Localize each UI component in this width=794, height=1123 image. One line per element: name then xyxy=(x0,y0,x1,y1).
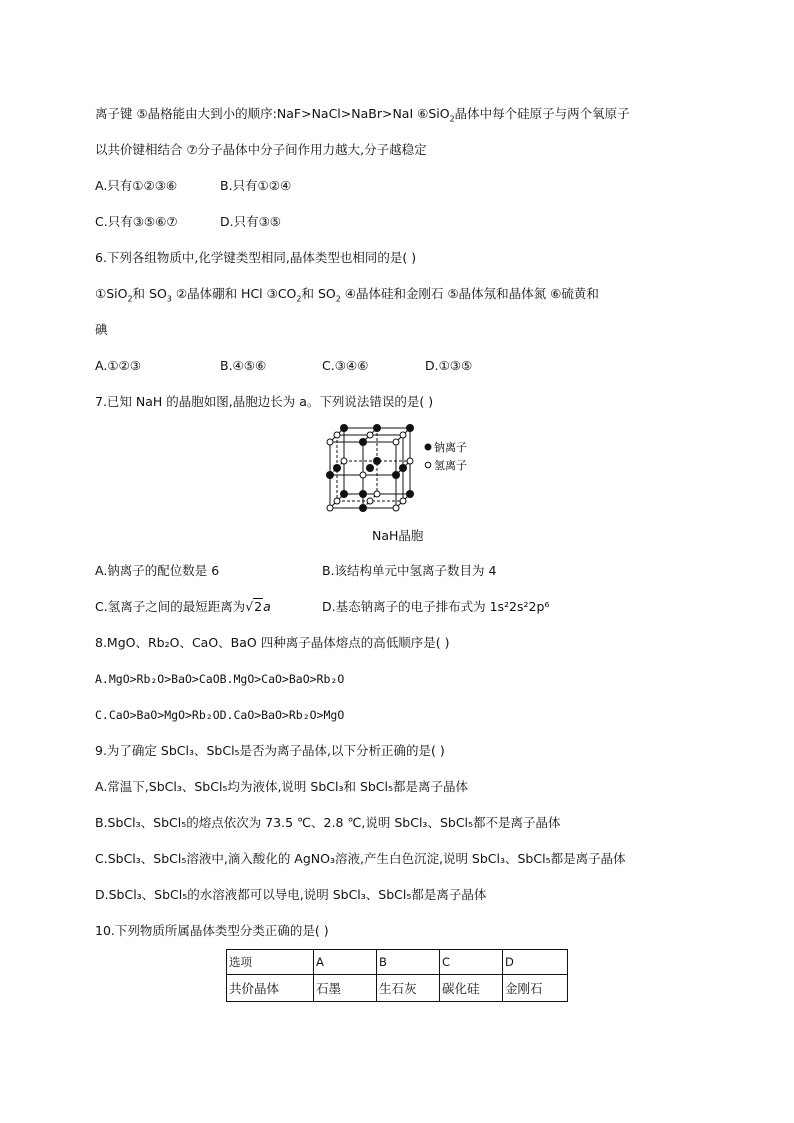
q5-text-part: 离子键 ⑤晶格能由大到小的顺序:NaF>NaCl>NaBr>NaI ⑥SiO xyxy=(95,106,450,121)
q7-stem: 7.已知 NaH 的晶胞如图,晶胞边长为 a。下列说法错误的是( ) xyxy=(95,394,434,409)
q7-option-b[interactable]: B.该结构单元中氢离子数目为 4 xyxy=(322,563,497,578)
legend-hydride-marker xyxy=(425,462,431,468)
q5-text-part: 晶体中每个硅原子与两个氧原子 xyxy=(454,106,630,121)
legend-sodium-marker xyxy=(425,444,432,451)
q7-option-c[interactable] xyxy=(95,598,271,616)
q6-items-continued: 碘 xyxy=(95,322,108,337)
q9-option-d[interactable]: D.SbCl₃、SbCl₅的水溶液都可以导电,说明 SbCl₃、SbCl₅都是离子晶体 xyxy=(95,887,487,902)
q7-option-d[interactable]: D.基态钠离子的电子排布式为 1s²2s²2p⁶ xyxy=(322,599,550,614)
table-cell: 共价晶体 xyxy=(227,975,314,1002)
table-cell: A xyxy=(314,950,377,975)
q8-stem: 8.MgO、Rb₂O、CaO、BaO 四种离子晶体熔点的高低顺序是( ) xyxy=(95,635,450,650)
q10-stem: 10.下列物质所属晶体类型分类正确的是( ) xyxy=(95,923,329,938)
legend-hydride-label: 氢离子 xyxy=(434,459,467,472)
q9-stem: 9.为了确定 SbCl₃、SbCl₅是否为离子晶体,以下分析正确的是( ) xyxy=(95,743,445,758)
q6-item-text: 和 SO xyxy=(132,286,167,301)
legend-sodium-label: 钠离子 xyxy=(434,441,467,454)
q6-item-text: 和 SO xyxy=(301,286,336,301)
q5-option-c[interactable]: C.只有③⑤⑥⑦ xyxy=(95,214,178,229)
q7-option-a[interactable]: A.钠离子的配位数是 6 xyxy=(95,563,220,578)
q6-item-text: ②晶体硼和 HCl ③CO xyxy=(171,286,297,301)
q10-table xyxy=(226,949,568,1002)
q9-option-c[interactable]: C.SbCl₃、SbCl₅溶液中,滴入酸化的 AgNO₃溶液,产生白色沉淀,说明 SbCl₃、SbCl₅都是离子晶体 xyxy=(95,851,626,866)
q6-option-c[interactable]: C.③④⑥ xyxy=(322,358,369,373)
table-cell: 石墨 xyxy=(314,975,377,1002)
table-cell: 选项 xyxy=(227,950,314,975)
q5-statement-line-1: 离子键 ⑤晶格能由大到小的顺序:NaF>NaCl>NaBr>NaI ⑥SiO$_2$晶体中每个硅原子与两个氧原子 xyxy=(95,106,630,124)
q7-option-c-text: C.氢离子之间的最短距离为 xyxy=(95,599,246,614)
q6-item-text: ①SiO xyxy=(95,286,128,301)
q9-option-a[interactable]: A.常温下,SbCl₃、SbCl₅均为液体,说明 SbCl₃和 SbCl₅都是离子晶体 xyxy=(95,779,469,794)
figure-caption: NaH晶胞 xyxy=(372,528,424,543)
q8-options-ab[interactable]: A.MgO>Rb₂O>BaO>CaOB.MgO>CaO>BaO>Rb₂O xyxy=(95,672,345,686)
table-cell: C xyxy=(440,950,503,975)
table-cell: D xyxy=(503,950,568,975)
q8-options-cd[interactable]: C.CaO>BaO>MgO>Rb₂OD.CaO>BaO>Rb₂O>MgO xyxy=(95,708,345,722)
q6-items: ①SiO$_2$和 $SO_3$ ②晶体硼和 HCl $③CO_2$和 $SO_2$ ④晶体硅和金刚石 ⑤晶体氖和晶体氮 ⑥硫黄和 xyxy=(95,286,599,304)
table-cell: 金刚石 xyxy=(503,975,568,1002)
sqrt-radicand: 2 xyxy=(254,599,263,614)
q9-option-b[interactable]: B.SbCl₃、SbCl₅的熔点依次为 73.5 ℃、2.8 ℃,说明 SbCl₃、SbCl₅都不是离子晶体 xyxy=(95,815,561,830)
nah-unit-cell-figure xyxy=(322,420,472,520)
table-header-row xyxy=(227,950,568,975)
q6-option-b[interactable]: B.④⑤⑥ xyxy=(220,358,267,373)
table-cell: 碳化硅 xyxy=(440,975,503,1002)
q5-option-a[interactable]: A.只有①②③⑥ xyxy=(95,178,178,193)
q6-item-text: ④晶体硅和金刚石 ⑤晶体氖和晶体氮 ⑥硫黄和 xyxy=(340,286,599,301)
table-cell: B xyxy=(377,950,440,975)
q6-stem: 6.下列各组物质中,化学键类型相同,晶体类型也相同的是( ) xyxy=(95,250,417,265)
q5-option-b[interactable]: B.只有①②④ xyxy=(220,178,292,193)
q6-option-a[interactable]: A.①②③ xyxy=(95,358,141,373)
q6-option-d[interactable]: D.①③⑤ xyxy=(425,358,473,373)
q5-option-d[interactable]: D.只有③⑤ xyxy=(220,214,282,229)
sqrt-symbol: √2 xyxy=(245,599,263,614)
table-row xyxy=(227,975,568,1002)
q5-statement-line-2: 以共价键相结合 ⑦分子晶体中分子间作用力越大,分子越稳定 xyxy=(95,142,427,157)
variable-a: a xyxy=(263,599,271,614)
table-cell: 生石灰 xyxy=(377,975,440,1002)
